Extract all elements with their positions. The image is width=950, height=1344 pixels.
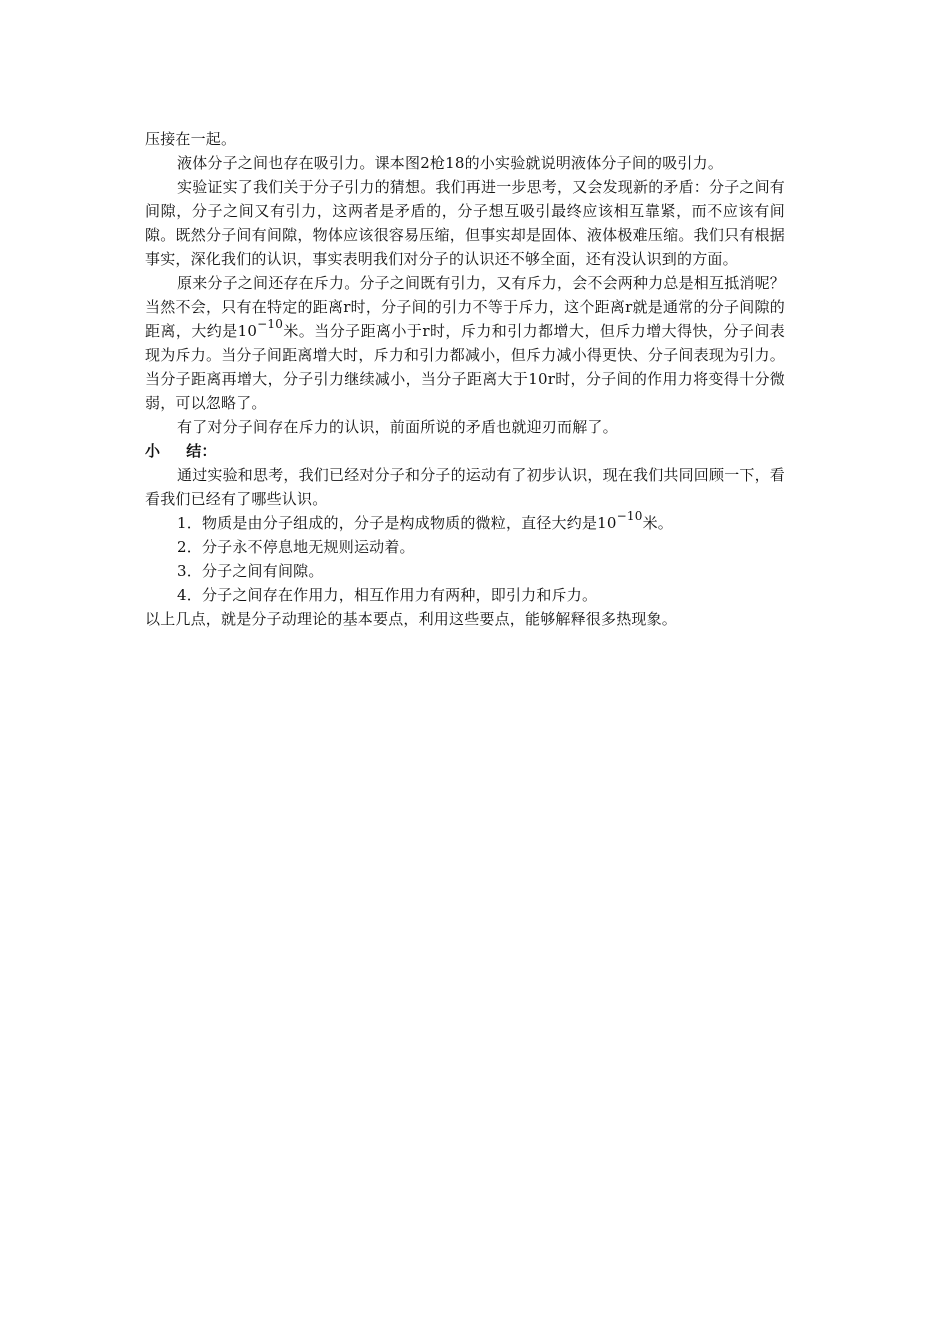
summary-heading-left: 小 (145, 442, 161, 460)
summary-item-4: 4．分子之间存在作用力，相互作用力有两种，即引力和斥力。 (177, 586, 598, 604)
paragraph-repulsion (145, 271, 785, 415)
summary-heading (145, 439, 785, 463)
summary-item-1-text-a: 1．物质是由分子组成的，分子是构成物质的微粒，直径大约是10 (177, 514, 617, 532)
paragraph-conclusion: 以上几点，就是分子动理论的基本要点，利用这些要点，能够解释很多热现象。 (145, 610, 678, 628)
repulsion-exponent: −10 (257, 317, 284, 331)
paragraph-continuation: 压接在一起。 (145, 130, 237, 148)
paragraph-summary-intro: 通过实验和思考，我们已经对分子和分子的运动有了初步认识，现在我们共同回顾一下，看看我们已经有了哪些认识。 (145, 466, 786, 508)
summary-item-3: 3．分子之间有间隙。 (177, 562, 324, 580)
repulsion-text-a: 原来分子之间还存在斥力。分子之间既有引力，又有斥力，会不会两种力总是相互抵消呢？当然不会，只有在特定的距离r时，分子间的引力不等于斥力，这个距离r就是通常的分子间隙的距离，大约是10 (145, 274, 786, 340)
summary-item-1 (145, 511, 785, 535)
summary-item-2: 2．分子永不停息地无规则运动着。 (177, 538, 415, 556)
paragraph-liquid-attraction: 液体分子之间也存在吸引力。课本图2枪18的小实验就说明液体分子间的吸引力。 (177, 154, 724, 172)
paragraph-contradiction: 实验证实了我们关于分子引力的猜想。我们再进一步思考，又会发现新的矛盾：分子之间有间隙，分子之间又有引力，这两者是矛盾的，分子想互吸引最终应该相互靠紧，而不应该有间隙。既然分子间有间隙，物体应该很容易压缩，但事实却是固体、液体极难压缩。我们只有根据事实，深化我们的认识，事实表明我们对分子的认识还不够全面，还有没认识到的方面。 (145, 178, 786, 268)
summary-item-1-exponent: −10 (616, 509, 643, 523)
repulsion-text-b: 米。当分子距离小于r时，斥力和引力都增大，但斥力增大得快，分子间表现为斥力。当分子间距离增大时，斥力和引力都减小，但斥力减小得更快、分子间表现为引力。当分子距离再增大，分子引力继续减小，当分子距离大于10r时，分子间的作用力将变得十分微弱，可以忽略了。 (145, 322, 785, 412)
document-body (145, 127, 785, 631)
summary-item-1-text-b: 米。 (642, 514, 673, 532)
summary-heading-right: 结： (186, 442, 217, 460)
paragraph-resolution: 有了对分子间存在斥力的认识，前面所说的矛盾也就迎刃而解了。 (177, 418, 618, 436)
